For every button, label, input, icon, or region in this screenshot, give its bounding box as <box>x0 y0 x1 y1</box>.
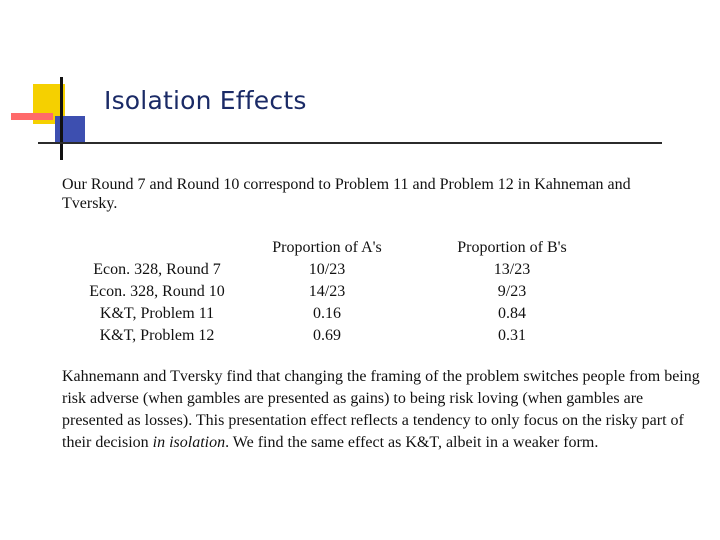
paragraph-emphasis: in isolation <box>152 434 226 451</box>
row-label: Econ. 328, Round 7 <box>93 261 221 278</box>
proportion-b-cell: 13/23 <box>493 261 531 278</box>
proportion-b-cell: 0.31 <box>498 327 526 344</box>
proportion-b-cell: 0.84 <box>498 305 526 322</box>
header-empty <box>72 237 242 259</box>
table-header-row <box>72 237 612 259</box>
proportions-table <box>72 237 612 347</box>
proportion-a-cell: 14/23 <box>308 283 346 300</box>
paragraph-text-end: . We find the same effect as K&T, albeit in a weaker form. <box>225 434 599 451</box>
proportion-a-cell: 0.69 <box>313 327 341 344</box>
logo-blue-square <box>55 116 85 144</box>
row-label: K&T, Problem 12 <box>99 327 215 344</box>
table-row <box>72 325 612 347</box>
proportion-a-cell: 0.16 <box>313 305 341 322</box>
intro-text: Our Round 7 and Round 10 correspond to Problem 11 and Problem 12 in Kahneman and Tversky. <box>62 176 631 212</box>
conclusion-paragraph <box>62 366 702 454</box>
header-proportion-b: Proportion of B's <box>457 239 567 256</box>
paragraph-text: Kahnemann and Tversky find that changing the framing of the problem switches people from being risk adverse (when gambles are presented as gains) to being risk loving (when gambles are presented as losses). This presentation effect reflects a tendency to only focus on the risky part of their decision <box>62 368 700 451</box>
decorative-logo-icon <box>0 0 100 170</box>
row-label: K&T, Problem 11 <box>99 305 215 322</box>
logo-red-bar <box>11 113 53 120</box>
proportion-b-cell: 9/23 <box>497 283 527 300</box>
logo-vertical-line <box>60 77 63 160</box>
table-row <box>72 259 612 281</box>
title-divider <box>38 142 662 144</box>
proportion-a-cell: 10/23 <box>308 261 346 278</box>
header-proportion-a: Proportion of A's <box>272 239 382 256</box>
slide-title: Isolation Effects <box>104 86 307 115</box>
row-label: Econ. 328, Round 10 <box>89 283 225 300</box>
table-row <box>72 303 612 325</box>
table-row <box>72 281 612 303</box>
